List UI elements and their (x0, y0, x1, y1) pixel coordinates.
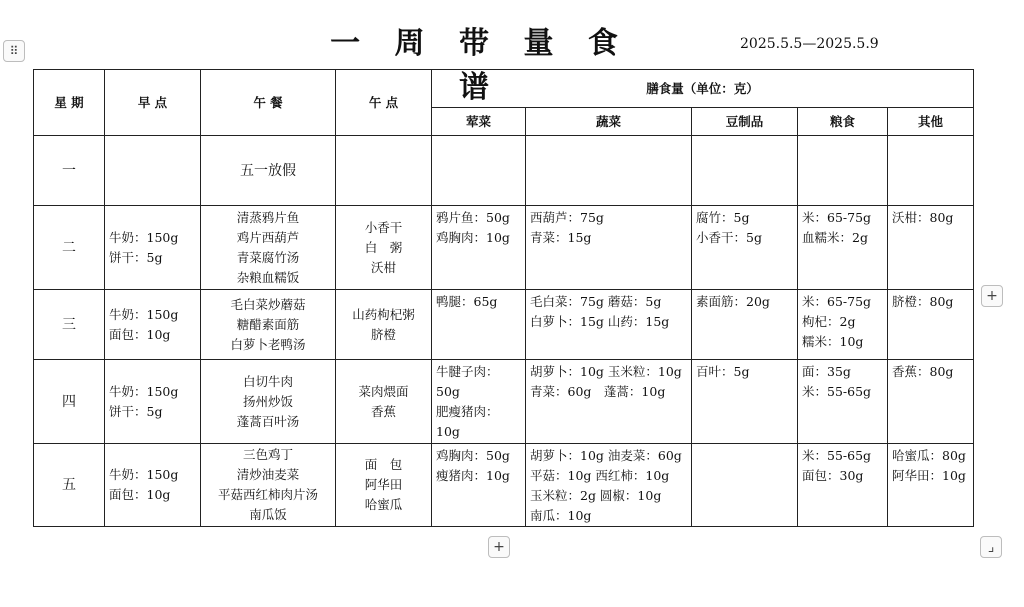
grain-line: 枸杞：2g (802, 314, 856, 329)
cell-meat[interactable] (432, 136, 526, 206)
day-label: 二 (62, 239, 76, 256)
lunch-line: 毛白菜炒蘑菇 (230, 296, 306, 312)
grain-line: 米：65-75g (802, 210, 872, 225)
meat-line: 牛腱子肉：50g (436, 364, 499, 399)
veg-line: 西葫芦：75g (530, 210, 604, 225)
veg-line: 南瓜：10g (530, 508, 592, 523)
drag-handle-glyph: ⠿ (9, 44, 19, 58)
plus-icon: + (493, 539, 505, 555)
cell-grain[interactable] (798, 360, 888, 444)
cell-grain[interactable] (798, 290, 888, 360)
lunch-line: 清蒸鸦片鱼 (236, 209, 300, 225)
lunch-line: 五一放假 (240, 162, 296, 179)
snack-line: 山药枸杞粥 (352, 306, 415, 322)
cell-soy[interactable] (692, 444, 798, 527)
cell-meat[interactable] (432, 290, 526, 360)
cell-lunch[interactable] (201, 444, 336, 527)
cell-veg[interactable] (526, 290, 692, 360)
meat-line: 肥瘦猪肉：10g (436, 404, 499, 439)
meat-line: 鸦片鱼：50g (436, 210, 510, 225)
soy-line: 百叶：5g (696, 364, 750, 379)
lunch-line: 蓬蒿百叶汤 (236, 413, 300, 429)
other-line: 脐橙：80g (892, 294, 954, 309)
veg-line: 胡萝卜：10g 油麦菜：60g (530, 448, 682, 463)
cell-grain[interactable] (798, 206, 888, 290)
cell-snack[interactable] (336, 360, 432, 444)
cell-day[interactable] (34, 136, 105, 206)
cell-day[interactable] (34, 360, 105, 444)
cell-day[interactable] (34, 290, 105, 360)
breakfast-line: 牛奶：150g (109, 229, 179, 245)
lunch-line: 杂粮血糯饭 (236, 269, 300, 285)
veg-line: 玉米粒：2g 圆椒：10g (530, 488, 662, 503)
soy-line: 腐竹：5g (696, 210, 750, 225)
snack-line: 脐橙 (370, 326, 396, 342)
cell-soy[interactable] (692, 360, 798, 444)
other-line: 沃柑：80g (892, 210, 954, 225)
cell-day[interactable] (34, 206, 105, 290)
lunch-line: 白切牛肉 (242, 373, 293, 389)
header-other: 其他 (888, 108, 974, 136)
cell-day[interactable] (34, 444, 105, 527)
cell-other[interactable] (888, 206, 974, 290)
breakfast-line: 牛奶：150g (109, 383, 179, 399)
lunch-line: 南瓜饭 (249, 507, 287, 522)
cell-lunch[interactable] (201, 206, 336, 290)
drag-handle-icon[interactable] (3, 40, 25, 62)
veg-line: 白萝卜：15g 山药：15g (530, 314, 670, 329)
cell-meat[interactable] (432, 444, 526, 527)
snack-line: 沃柑 (370, 259, 396, 275)
table-row (34, 290, 974, 360)
day-label: 五 (62, 477, 76, 493)
grain-line: 面包：30g (802, 468, 864, 483)
header-meat: 荤菜 (432, 108, 526, 136)
snack-line: 哈蜜瓜 (364, 497, 403, 512)
other-line: 哈蜜瓜：80g (892, 448, 966, 463)
cell-lunch[interactable] (201, 136, 336, 206)
header-lunch: 午 餐 (201, 70, 336, 136)
soy-line: 小香干：5g (696, 230, 762, 245)
cell-other[interactable] (888, 136, 974, 206)
cell-veg[interactable] (526, 360, 692, 444)
veg-line: 毛白菜：75g 蘑菇：5g (530, 294, 662, 309)
page-title: 一 周 带 量 食 谱 (330, 26, 630, 105)
header-breakfast: 早 点 (105, 70, 201, 136)
cell-breakfast[interactable] (105, 444, 201, 527)
table-row (34, 206, 974, 290)
grain-line: 血糯米：2g (802, 230, 868, 245)
other-line: 阿华田：10g (892, 468, 966, 483)
cell-other[interactable] (888, 444, 974, 527)
cell-snack[interactable] (336, 444, 432, 527)
add-column-button[interactable] (981, 285, 1003, 307)
other-line: 香蕉：80g (892, 364, 954, 379)
lunch-line: 清炒油麦菜 (236, 467, 300, 482)
menu-body (34, 136, 974, 527)
meat-line: 鸭腿：65g (436, 294, 498, 309)
meat-line: 瘦猪肉：10g (436, 468, 510, 483)
cell-veg[interactable] (526, 444, 692, 527)
veg-line: 青菜：60g 蓬蒿：10g (530, 384, 666, 399)
cell-grain[interactable] (798, 444, 888, 527)
lunch-line: 平菇西红柿肉片汤 (217, 487, 318, 502)
snack-line: 香蕉 (370, 403, 396, 419)
grain-line: 米：55-65g (802, 384, 872, 399)
day-label: 一 (62, 162, 76, 179)
cell-soy[interactable] (692, 290, 798, 360)
cell-snack[interactable] (336, 206, 432, 290)
breakfast-line: 饼干：5g (109, 249, 163, 265)
table-row (34, 360, 974, 444)
breakfast-line: 牛奶：150g (109, 467, 179, 482)
day-label: 四 (62, 393, 76, 410)
grain-line: 面：35g (802, 364, 851, 379)
header-day: 星 期 (34, 70, 105, 136)
resize-glyph: ⌟ (987, 539, 995, 555)
cell-other[interactable] (888, 360, 974, 444)
cell-soy[interactable] (692, 206, 798, 290)
table-row (34, 444, 974, 527)
table-row (34, 136, 974, 206)
meat-line: 鸡胸肉：50g (436, 448, 510, 463)
breakfast-line: 面包：10g (109, 326, 171, 342)
lunch-line: 鸡片西葫芦 (236, 229, 300, 245)
cell-breakfast[interactable] (105, 206, 201, 290)
date-range: 2025.5.5—2025.5.9 (740, 36, 879, 52)
lunch-line: 白萝卜老鸭汤 (230, 336, 306, 352)
cell-meat[interactable] (432, 206, 526, 290)
snack-line: 面 包 (364, 457, 403, 472)
snack-line: 白 粥 (364, 239, 403, 255)
cell-snack[interactable] (336, 136, 432, 206)
cell-veg[interactable] (526, 206, 692, 290)
cell-snack[interactable] (336, 290, 432, 360)
header-intake: 膳食量（单位：克） (432, 70, 974, 108)
plus-icon: + (986, 288, 998, 304)
meat-line: 鸡胸肉：10g (436, 230, 510, 245)
cell-breakfast[interactable] (105, 136, 201, 206)
veg-line: 胡萝卜：10g 玉米粒：10g (530, 364, 682, 379)
grain-line: 糯米：10g (802, 334, 864, 349)
cell-meat[interactable] (432, 360, 526, 444)
cell-veg[interactable] (526, 136, 692, 206)
cell-soy[interactable] (692, 136, 798, 206)
header-grain: 粮食 (798, 108, 888, 136)
day-label: 三 (62, 316, 76, 333)
snack-line: 小香干 (364, 219, 403, 235)
snack-line: 阿华田 (364, 477, 403, 492)
lunch-line: 糖醋素面筋 (236, 316, 300, 332)
header-veg: 蔬菜 (526, 108, 692, 136)
lunch-line: 三色鸡丁 (242, 447, 293, 462)
add-row-button[interactable] (488, 536, 510, 558)
breakfast-line: 牛奶：150g (109, 306, 179, 322)
cell-lunch[interactable] (201, 290, 336, 360)
breakfast-line: 面包：10g (109, 487, 171, 502)
weekly-menu-table (33, 69, 974, 527)
grain-line: 米：55-65g (802, 448, 872, 463)
lunch-line: 扬州炒饭 (242, 393, 293, 409)
cell-other[interactable] (888, 290, 974, 360)
soy-line: 素面筋：20g (696, 294, 770, 309)
cell-grain[interactable] (798, 136, 888, 206)
cell-lunch[interactable] (201, 360, 336, 444)
lunch-line: 青菜腐竹汤 (236, 249, 300, 265)
veg-line: 平菇：10g 西红柿：10g (530, 468, 670, 483)
header-snack: 午 点 (336, 70, 432, 136)
veg-line: 青菜：15g (530, 230, 592, 245)
resize-handle-icon[interactable] (980, 536, 1002, 558)
cell-breakfast[interactable] (105, 360, 201, 444)
cell-breakfast[interactable] (105, 290, 201, 360)
header-soy: 豆制品 (692, 108, 798, 136)
snack-line: 菜肉煨面 (358, 383, 409, 399)
header-row-top (34, 70, 974, 108)
grain-line: 米：65-75g (802, 294, 872, 309)
breakfast-line: 饼干：5g (109, 403, 163, 419)
